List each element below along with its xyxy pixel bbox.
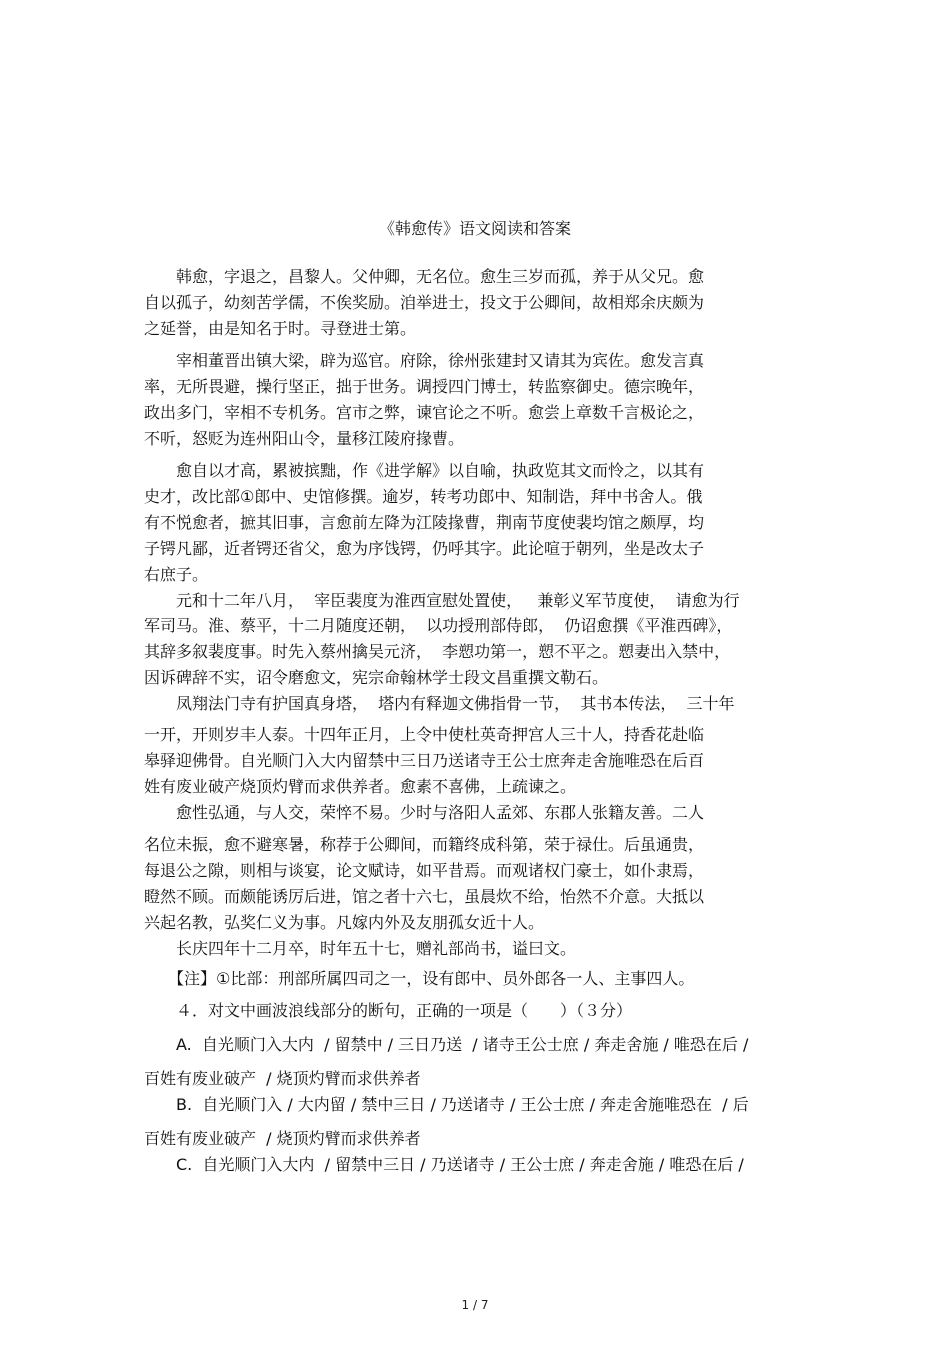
text-line: 每退公之隙，则相与谈宴，论文赋诗，如平昔焉。而观诸权门豪士，如仆隶焉，	[144, 861, 705, 880]
text-line: 自以孤子，幼刻苦学儒，不俟奖励。洎举进士，投文于公卿间，故相郑余庆颇为	[144, 293, 705, 312]
text-line: 不听，怒贬为连州阳山令，量移江陵府掾曹。	[144, 429, 465, 448]
text-line: 史才，改比部①郎中、史馆修撰。逾岁，转考功郎中、知制诰，拜中书舍人。俄	[144, 487, 703, 506]
text-line: B. 自光顺门入 / 大内留 / 禁中三日 / 乃送诸寺 / 王公士庶 / 奔走舍施唯恐在 / 后	[144, 1095, 749, 1114]
text-line: 宰相董晋出镇大梁，辟为巡官。府除，徐州张建封又请其为宾佐。愈发言真	[144, 351, 705, 370]
document-title: 《韩愈传》语文阅读和答案	[378, 219, 571, 238]
text-line: 因诉碑辞不实，诏令磨愈文，宪宗命翰林学士段文昌重撰文勒石。	[144, 668, 609, 687]
text-line: 右庶子。	[144, 565, 209, 584]
text-line: 有不悦愈者，摭其旧事，言愈前左降为江陵掾曹，荆南节度使裴均馆之颇厚，均	[144, 513, 705, 532]
page-number: 1 / 7	[461, 1298, 489, 1312]
text-line: 政出多门，宰相不专机务。宫市之弊，谏官论之不听。愈尝上章数千言极论之，	[144, 403, 705, 422]
text-line: C. 自光顺门入大内 / 留禁中三日 / 乃送诸寺 / 王公士庶 / 奔走舍施 / 唯恐在后 /	[144, 1155, 744, 1174]
text-line: 子锷凡鄙，近者锷还省父，愈为序饯锷，仍呼其字。此论喧于朝列，坐是改太子	[144, 539, 705, 558]
text-line: 韩愈，字退之，昌黎人。父仲卿，无名位。愈生三岁而孤，养于从父兄。愈	[144, 267, 705, 286]
text-line: 愈性弘通，与人交，荣悴不易。少时与洛阳人孟郊、东郡人张籍友善。二人	[144, 803, 705, 822]
text-line: 率，无所畏避，操行坚正，拙于世务。调授四门博士，转监察御史。德宗晚年，	[144, 377, 705, 396]
text-line: 兴起名教，弘奖仁义为事。凡嫁内外及友朋孤女近十人。	[144, 913, 545, 932]
text-line: 百姓有废业破产 / 烧顶灼臂而求供养者	[144, 1069, 421, 1088]
text-line: 长庆四年十二月卒，时年五十七，赠礼部尚书，谥曰文。	[144, 939, 577, 958]
text-line: 瞪然不顾。而颇能诱厉后进，馆之者十六七，虽晨炊不给，怡然不介意。大抵以	[144, 887, 705, 906]
text-line: 名位未振，愈不避寒暑，称荐于公卿间，而籍终成科第，荣于禄仕。后虽通贵，	[144, 835, 705, 854]
text-line: 凤翔法门寺有护国真身塔， 塔内有释迦文佛指骨一节， 其书本传法， 三十年	[144, 694, 735, 713]
text-line: 【注】①比部：刑部所属四司之一，设有郎中、员外郎各一人、主事四人。	[144, 969, 695, 988]
text-line: 姓有废业破产烧顶灼臂而求供养者。愈素不喜佛，上疏谏之。	[144, 777, 577, 796]
text-line: ４．对文中画波浪线部分的断句，正确的一项是（ ）（３分）	[144, 1001, 633, 1020]
text-line: A. 自光顺门入大内 / 留禁中 / 三日乃送 / 诸寺王公士庶 / 奔走舍施 / 唯恐在后 /	[144, 1035, 749, 1054]
text-line: 皋驿迎佛骨。自光顺门入大内留禁中三日乃送诸寺王公士庶奔走舍施唯恐在后百	[144, 751, 705, 770]
text-line: 愈自以才高，累被摈黜，作《进学解》以自喻，执政览其文而怜之，以其有	[144, 461, 705, 480]
text-line: 一开，开则岁丰人泰。十四年正月，上令中使杜英奇押宫人三十人，持香花赴临	[144, 725, 705, 744]
text-line: 元和十二年八月， 宰臣裴度为淮西宣慰处置使， 兼彰义军节度使， 请愈为行	[144, 591, 740, 610]
text-line: 之延誉，由是知名于时。寻登进士第。	[144, 319, 417, 338]
text-line: 军司马。淮、蔡平，十二月随度还朝， 以功授刑部侍郎， 仍诏愈撰《平淮西碑》，	[144, 616, 733, 635]
text-line: 百姓有废业破产 / 烧顶灼臂而求供养者	[144, 1129, 421, 1148]
text-line: 其辞多叙裴度事。时先入蔡州擒吴元济， 李愬功第一，愬不平之。愬妻出入禁中，	[144, 642, 731, 661]
